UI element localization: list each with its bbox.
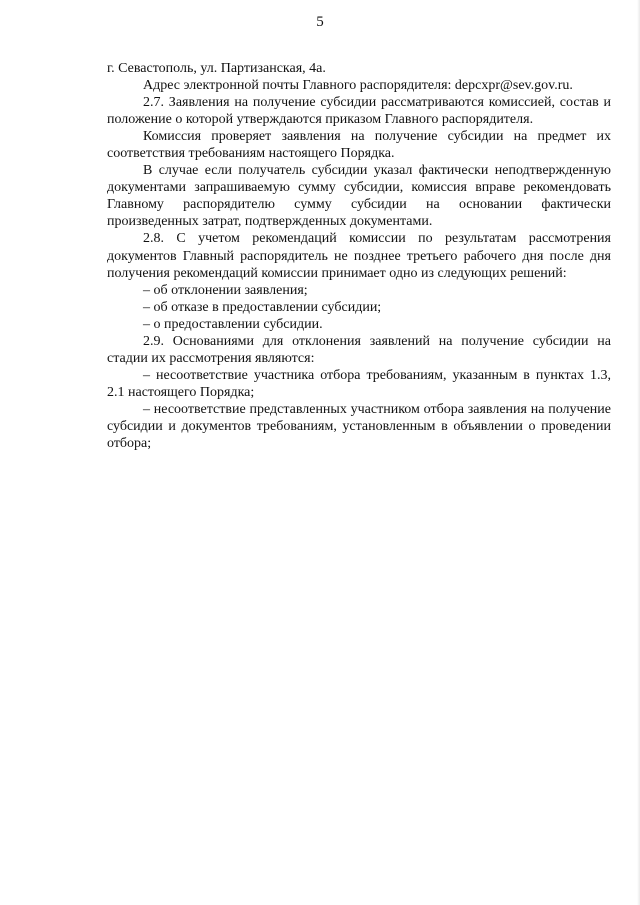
clause-2-7: 2.7. Заявления на получение субсидии рассматриваются комиссией, состав и положение о которой утверждаются приказом Главного распорядителя. xyxy=(107,95,611,128)
decision-item-reject-application: – об отклонении заявления; xyxy=(143,282,308,298)
page-number: 5 xyxy=(316,14,324,30)
decision-item-refuse-subsidy: – об отказе в предоставлении субсидии; xyxy=(143,299,382,315)
decision-item-grant-subsidy: – о предоставлении субсидии. xyxy=(143,316,323,332)
rejection-ground-2: – несоответствие представленных участником отбора заявления на получение субсидии и документов требованиям, установленным в объявлении о проведении отбора; xyxy=(107,401,611,452)
rejection-ground-1: – несоответствие участника отбора требованиям, указанным в пунктах 1.3, 2.1 настоящего Порядка; xyxy=(107,367,611,400)
email-paragraph: Адрес электронной почты Главного распорядителя: depcxpr@sev.gov.ru. xyxy=(143,78,573,94)
clause-2-8: 2.8. С учетом рекомендаций комиссии по результатам рассмотрения документов Главный распорядитель не позднее третьего рабочего дня после дня получения рекомендаций комиссии принимает одно из следующих решений: xyxy=(107,231,611,281)
commission-check-paragraph: Комиссия проверяет заявления на получение субсидии на предмет их соответствия требованиям настоящего Порядка. xyxy=(107,129,611,162)
recommendation-paragraph: В случае если получатель субсидии указал фактически неподтвержденную документами запрашиваемую сумму субсидии, комиссия вправе рекомендовать Главному распорядителю сумму субсидии на основании фактически произведенных затрат, подтвержденных документами. xyxy=(107,163,611,230)
document-body xyxy=(107,60,611,452)
clause-2-9: 2.9. Основаниями для отклонения заявлений на получение субсидии на стадии их рассмотрения являются: xyxy=(107,333,611,366)
address-line: г. Севастополь, ул. Партизанская, 4а. xyxy=(107,61,326,76)
